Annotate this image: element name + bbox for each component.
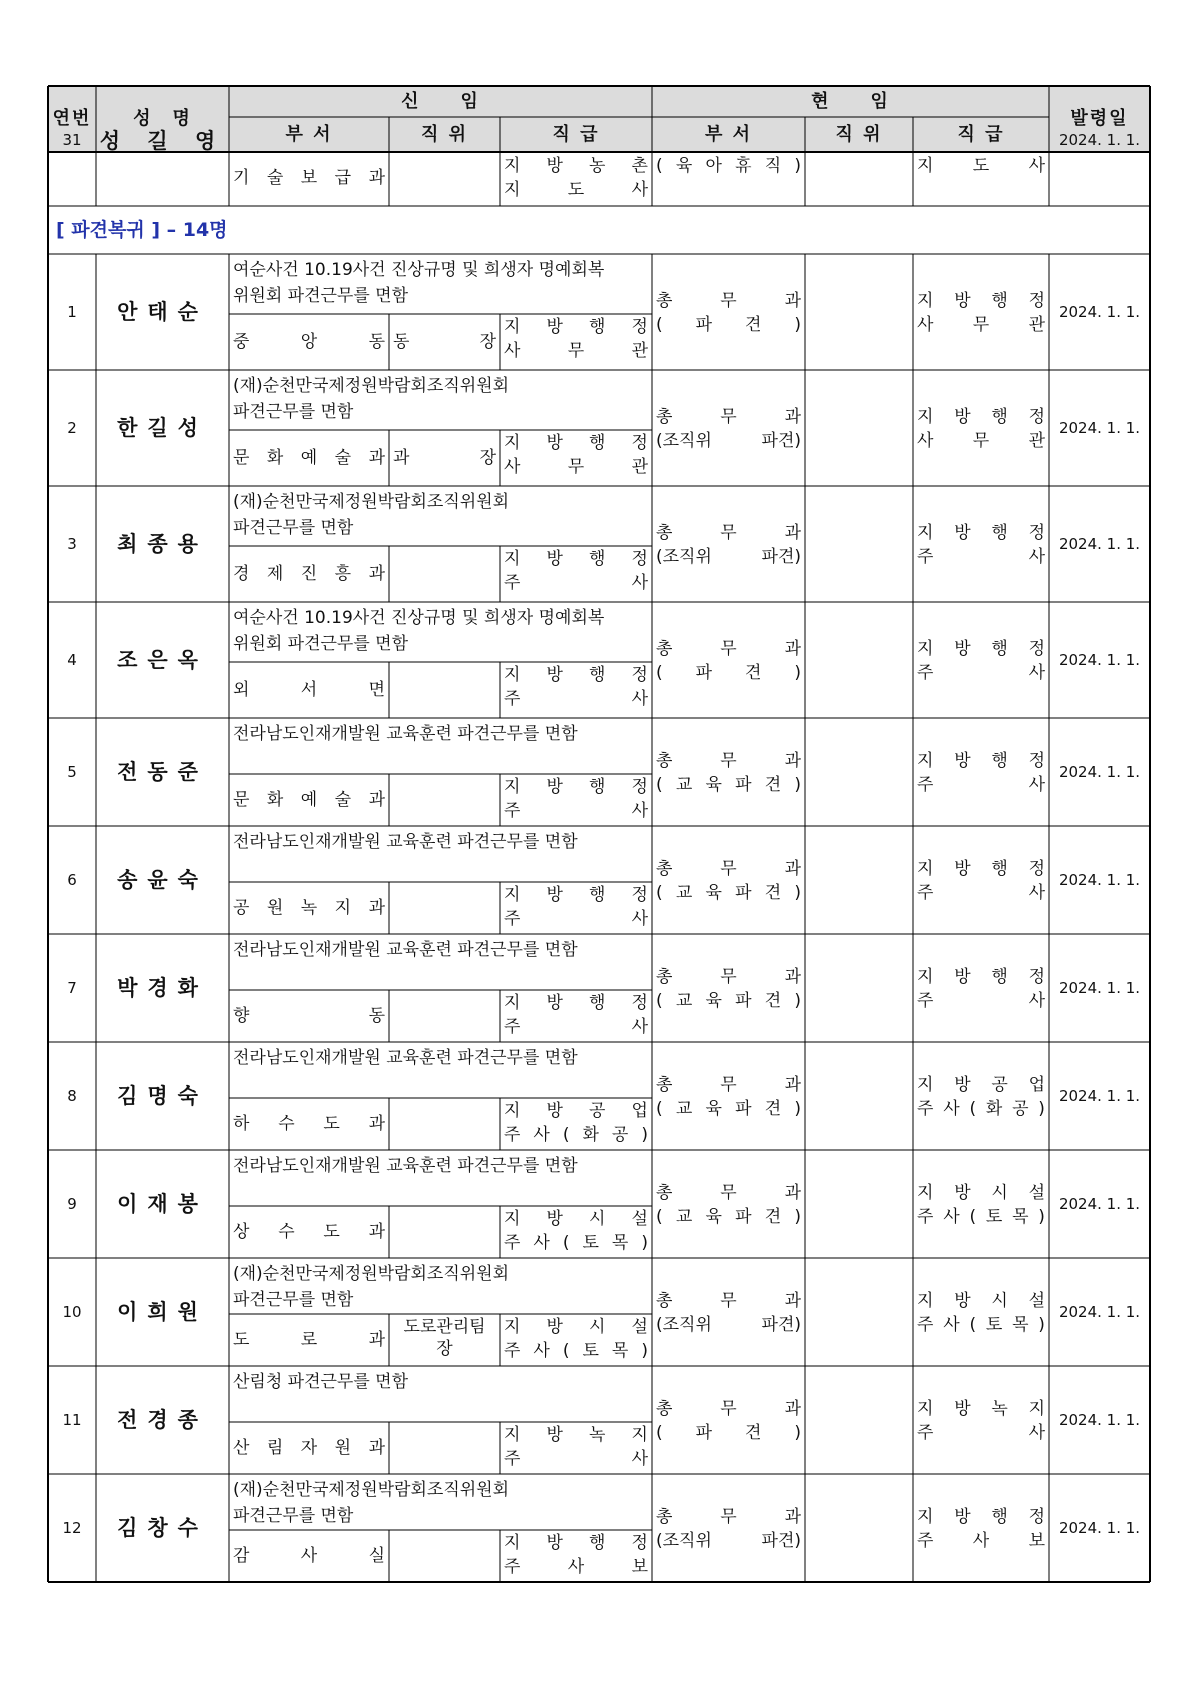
row-order-line-1: 전라남도인재개발원 교육훈련 파견근무를 면함 — [233, 1156, 578, 1176]
row-date: 2024. 1. 1. — [1058, 763, 1141, 781]
row-name: 이희원 — [117, 1300, 208, 1324]
row-cur-grade-1: 지 방 시 설 — [917, 1183, 1045, 1203]
row-date: 2024. 1. 1. — [1058, 871, 1141, 889]
row-date: 2024. 1. 1. — [1058, 651, 1141, 669]
row-new-grade-1: 지 방 행 정 — [504, 1533, 648, 1553]
header-cur-grade: 직 급 — [957, 123, 1005, 145]
row-new-dept: 상 수 도 과 — [233, 1222, 385, 1242]
row-no: 5 — [67, 763, 77, 781]
header-name: 성 명 — [133, 108, 192, 129]
row-order-line-1: 전라남도인재개발원 교육훈련 파견근무를 면함 — [233, 1048, 578, 1068]
header-new-position: 직 위 — [420, 123, 469, 145]
row-cur-dept-2: ( 교 육 파 견 ) — [656, 883, 801, 903]
row-cur-dept-1: 총 무 과 — [656, 1399, 801, 1419]
row-new-grade-2: 주 사 ( 화 공 ) — [504, 1125, 648, 1145]
top-row-cur-dept: ( 육 아 휴 직 ) — [656, 156, 801, 176]
row-no: 7 — [67, 979, 77, 997]
row-date: 2024. 1. 1. — [1058, 535, 1141, 553]
row-name: 안태순 — [117, 300, 208, 324]
top-row-date: 2024. 1. 1. — [1058, 131, 1141, 149]
row-order-line-1: (재)순천만국제정원박람회조직위원회 — [233, 1480, 510, 1500]
row-new-grade-2: 주 사 — [504, 909, 648, 929]
row-name: 전동준 — [117, 760, 208, 784]
row-cur-grade-1: 지 방 행 정 — [917, 1507, 1045, 1527]
row-cur-dept-2: ( 파 견 ) — [656, 315, 801, 335]
row-order-line-1: 여순사건 10.19사건 진상규명 및 희생자 명예회복 — [233, 608, 605, 628]
row-order-line-2: 파견근무를 면함 — [233, 402, 354, 422]
row-cur-dept-2: ( 교 육 파 견 ) — [656, 1099, 801, 1119]
row-cur-dept-1: 총 무 과 — [656, 967, 801, 987]
row-name: 한길성 — [117, 416, 208, 440]
row-new-grade-1: 지 방 시 설 — [504, 1209, 648, 1229]
row-no: 10 — [62, 1303, 82, 1321]
row-cur-grade-1: 지 방 행 정 — [917, 523, 1045, 543]
row-cur-dept-1: 총 무 과 — [656, 639, 801, 659]
row-new-dept: 하 수 도 과 — [233, 1114, 385, 1134]
row-name: 최종용 — [117, 532, 208, 556]
row-order-line-1: 전라남도인재개발원 교육훈련 파견근무를 면함 — [233, 940, 578, 960]
row-new-dept: 공 원 녹 지 과 — [233, 898, 385, 918]
top-row-cur-grade: 지 도 사 — [917, 156, 1045, 176]
row-order-line-1: (재)순천만국제정원박람회조직위원회 — [233, 492, 510, 512]
row-date: 2024. 1. 1. — [1058, 1195, 1141, 1213]
row-cur-grade-2: 주 사 — [917, 547, 1045, 567]
row-date: 2024. 1. 1. — [1058, 1087, 1141, 1105]
header-cur-position: 직 위 — [835, 123, 883, 145]
top-row-no: 31 — [62, 131, 82, 149]
row-new-grade-2: 주 사 — [504, 1449, 648, 1469]
row-name: 조은옥 — [117, 648, 208, 672]
top-row-new-dept: 기 술 보 급 과 — [233, 168, 385, 188]
row-date: 2024. 1. 1. — [1058, 1303, 1141, 1321]
row-new-grade-2: 주 사 — [504, 801, 648, 821]
row-new-grade-1: 지 방 행 정 — [504, 993, 648, 1013]
row-new-grade-2: 주 사 — [504, 689, 648, 709]
row-new-grade-2: 주 사 ( 토 목 ) — [504, 1341, 648, 1361]
row-name: 박경화 — [117, 976, 208, 1000]
row-order-line-2: 위원회 파견근무를 면함 — [233, 634, 409, 654]
row-cur-grade-1: 지 방 시 설 — [917, 1291, 1045, 1311]
row-cur-grade-2: 사 무 관 — [917, 315, 1045, 335]
row-new-grade-1: 지 방 행 정 — [504, 885, 648, 905]
row-name: 전경종 — [117, 1408, 208, 1432]
row-cur-grade-2: 주 사 보 — [917, 1531, 1045, 1551]
row-cur-grade-1: 지 방 녹 지 — [917, 1399, 1045, 1419]
row-cur-grade-1: 지 방 행 정 — [917, 859, 1045, 879]
row-no: 3 — [67, 535, 77, 553]
row-new-dept: 문 화 예 술 과 — [233, 790, 385, 810]
row-new-grade-1: 지 방 행 정 — [504, 433, 648, 453]
row-new-grade-2: 주 사 — [504, 1017, 648, 1037]
row-cur-grade-2: 주 사 ( 토 목 ) — [917, 1207, 1045, 1227]
row-cur-grade-2: 주 사 — [917, 991, 1045, 1011]
top-row-name: 성 길 영 — [99, 129, 226, 153]
row-new-dept: 산 림 자 원 과 — [233, 1438, 385, 1458]
row-new-grade-1: 지 방 공 업 — [504, 1101, 648, 1121]
row-new-grade-1: 지 방 행 정 — [504, 317, 648, 337]
row-new-dept: 향 동 — [233, 1006, 385, 1026]
row-name: 김창수 — [117, 1516, 208, 1540]
row-new-position-1: 도로관리팀 — [403, 1317, 486, 1337]
row-cur-dept-1: 총 무 과 — [656, 751, 801, 771]
top-row-new-grade-1: 지 방 농 촌 — [504, 156, 648, 176]
row-order-line-1: 전라남도인재개발원 교육훈련 파견근무를 면함 — [233, 832, 578, 852]
row-new-dept: 도 로 과 — [233, 1330, 385, 1350]
row-cur-grade-1: 지 방 행 정 — [917, 407, 1045, 427]
row-cur-dept-2: ( 파 견 ) — [656, 663, 801, 683]
row-new-grade-2: 사 무 관 — [504, 341, 648, 361]
row-order-line-1: (재)순천만국제정원박람회조직위원회 — [233, 376, 510, 396]
row-cur-grade-1: 지 방 행 정 — [917, 291, 1045, 311]
row-date: 2024. 1. 1. — [1058, 303, 1141, 321]
row-no: 9 — [67, 1195, 77, 1213]
row-order-line-2: 위원회 파견근무를 면함 — [233, 286, 409, 306]
personnel-table — [48, 86, 1150, 1584]
row-cur-grade-2: 주 사 — [917, 775, 1045, 795]
row-new-dept: 외 서 면 — [233, 680, 385, 700]
row-cur-dept-1: 총 무 과 — [656, 1507, 801, 1527]
row-cur-dept-1: 총 무 과 — [656, 291, 801, 311]
row-cur-grade-2: 사 무 관 — [917, 431, 1045, 451]
row-cur-grade-1: 지 방 행 정 — [917, 751, 1045, 771]
row-cur-dept-2: ( 교 육 파 견 ) — [656, 991, 801, 1011]
row-no: 12 — [62, 1519, 82, 1537]
row-cur-grade-1: 지 방 행 정 — [917, 967, 1045, 987]
row-date: 2024. 1. 1. — [1058, 1411, 1141, 1429]
row-new-grade-2: 주 사 보 — [504, 1557, 648, 1577]
row-new-grade-2: 사 무 관 — [504, 457, 648, 477]
row-name: 송윤숙 — [117, 868, 208, 892]
row-order-line-2: 파견근무를 면함 — [233, 1506, 354, 1526]
header-cur-dept: 부 서 — [704, 123, 753, 145]
row-cur-grade-1: 지 방 행 정 — [917, 639, 1045, 659]
row-no: 2 — [67, 419, 77, 437]
row-no: 8 — [67, 1087, 77, 1105]
row-new-dept: 문 화 예 술 과 — [233, 448, 385, 468]
section-title: [ 파견복귀 ] – 14명 — [56, 219, 228, 241]
row-new-grade-1: 지 방 녹 지 — [504, 1425, 648, 1445]
row-cur-dept-1: 총 무 과 — [656, 1291, 801, 1311]
header-new-group: 신 임 — [401, 90, 480, 112]
row-name: 김명숙 — [117, 1084, 208, 1108]
row-cur-dept-2: (조직위 파견) — [656, 1315, 801, 1335]
row-new-dept: 감 사 실 — [233, 1546, 385, 1566]
row-new-dept: 경 제 진 흥 과 — [233, 564, 385, 584]
row-new-grade-1: 지 방 행 정 — [504, 777, 648, 797]
row-no: 1 — [67, 303, 77, 321]
row-order-line-1: 전라남도인재개발원 교육훈련 파견근무를 면함 — [233, 724, 578, 744]
row-new-grade-1: 지 방 시 설 — [504, 1317, 648, 1337]
row-new-dept: 중 앙 동 — [233, 332, 385, 352]
row-new-grade-1: 지 방 행 정 — [504, 665, 648, 685]
header-new-dept: 부 서 — [285, 123, 333, 145]
row-date: 2024. 1. 1. — [1058, 1519, 1141, 1537]
row-new-position: 동 장 — [393, 332, 496, 352]
row-cur-grade-2: 주 사 — [917, 1423, 1045, 1443]
row-cur-dept-2: ( 교 육 파 견 ) — [656, 1207, 801, 1227]
row-cur-dept-1: 총 무 과 — [656, 1183, 801, 1203]
row-order-line-2: 파견근무를 면함 — [233, 518, 354, 538]
header-current-group: 현 임 — [811, 90, 890, 112]
row-cur-grade-2: 주 사 ( 토 목 ) — [917, 1315, 1045, 1335]
top-row-new-grade-2: 지 도 사 — [504, 180, 648, 200]
row-cur-dept-2: ( 교 육 파 견 ) — [656, 775, 801, 795]
row-no: 6 — [67, 871, 77, 889]
row-cur-grade-2: 주 사 — [917, 663, 1045, 683]
row-date: 2024. 1. 1. — [1058, 979, 1141, 997]
row-cur-grade-2: 주 사 ( 화 공 ) — [917, 1099, 1045, 1119]
row-no: 11 — [62, 1411, 82, 1429]
row-new-grade-2: 주 사 ( 토 목 ) — [504, 1233, 648, 1253]
row-cur-dept-2: ( 파 견 ) — [656, 1423, 801, 1443]
row-cur-grade-1: 지 방 공 업 — [917, 1075, 1045, 1095]
row-order-line-1: 여순사건 10.19사건 진상규명 및 희생자 명예회복 — [233, 260, 605, 280]
header-issue-date: 발령일 — [1070, 108, 1129, 129]
row-cur-dept-1: 총 무 과 — [656, 859, 801, 879]
row-order-line-2: 파견근무를 면함 — [233, 1290, 354, 1310]
row-cur-dept-2: (조직위 파견) — [656, 431, 801, 451]
row-no: 4 — [67, 651, 77, 669]
header-no: 연번 — [52, 108, 92, 129]
row-order-line-1: (재)순천만국제정원박람회조직위원회 — [233, 1264, 510, 1284]
row-cur-dept-1: 총 무 과 — [656, 407, 801, 427]
row-cur-dept-1: 총 무 과 — [656, 1075, 801, 1095]
row-date: 2024. 1. 1. — [1058, 419, 1141, 437]
row-cur-dept-2: (조직위 파견) — [656, 547, 801, 567]
row-new-grade-1: 지 방 행 정 — [504, 549, 648, 569]
row-cur-dept-1: 총 무 과 — [656, 523, 801, 543]
row-name: 이재봉 — [117, 1192, 208, 1216]
row-new-grade-2: 주 사 — [504, 573, 648, 593]
row-order-line-1: 산림청 파견근무를 면함 — [233, 1372, 409, 1392]
header-new-grade: 직 급 — [552, 123, 600, 145]
row-new-position-2: 장 — [436, 1339, 453, 1359]
row-new-position: 과 장 — [393, 448, 496, 468]
row-cur-grade-2: 주 사 — [917, 883, 1045, 903]
row-cur-dept-2: (조직위 파견) — [656, 1531, 801, 1551]
